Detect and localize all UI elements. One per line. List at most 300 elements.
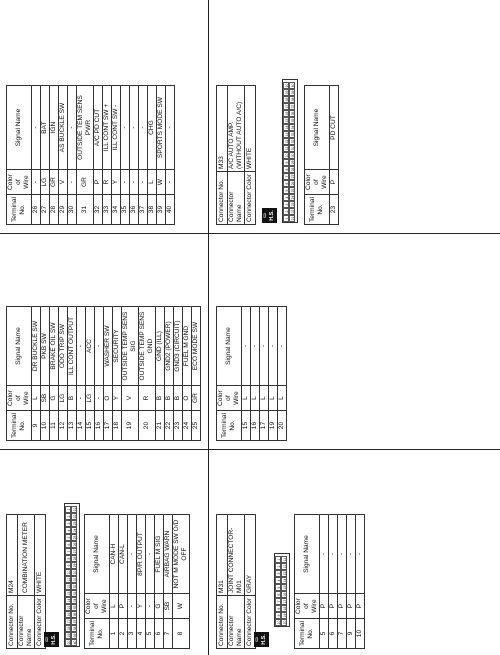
table-row (242, 307, 251, 441)
m33-terminal-table (304, 85, 339, 225)
connector-no-label: Connector No. (7, 596, 18, 649)
connector-pin: 33 (291, 132, 295, 137)
connector-pin: 28 (291, 167, 295, 172)
signal-name-cell: GND3 (CIRCUIT) (174, 307, 183, 386)
terminal-no-header: Terminal No. (305, 195, 330, 225)
signal-name-cell: - (146, 515, 155, 594)
connector-pin: 31 (73, 577, 77, 582)
terminal-no-cell: 27 (41, 195, 50, 225)
connector-pin: 15 (283, 585, 287, 590)
wire-color-cell: Y (112, 170, 121, 195)
connector-pin: 30 (73, 570, 77, 575)
wire-color-cell: O (104, 386, 113, 411)
connector-pin: 11 (285, 146, 289, 151)
table-row (77, 86, 94, 225)
table-row (122, 307, 139, 441)
wire-color-cell: GR (50, 170, 59, 195)
connector-pin: 34 (73, 598, 77, 603)
signal-name-cell: - (242, 307, 251, 386)
connector-pin: 12 (285, 139, 289, 144)
signal-name-cell: PKB SW (41, 307, 50, 386)
signal-name-cell: FUEL M SIG (155, 515, 164, 594)
connector-pin: 18 (67, 626, 71, 631)
terminal-no-cell: 3 (128, 619, 137, 649)
table-row (32, 86, 41, 225)
m31-header-table (216, 514, 256, 649)
signal-name-cell: CAN-L (119, 515, 128, 594)
terminal-no-cell: 5 (146, 619, 155, 649)
connector-pin: 32 (291, 139, 295, 144)
table-row (192, 307, 201, 441)
m31-connector-name: JOINT CONNECTOR-M01 (228, 515, 245, 596)
signal-name-cell: - (320, 515, 329, 594)
table-row (173, 515, 190, 649)
terminal-no-cell: 19 (122, 411, 139, 441)
signal-name-cell: ECO MODE SW (192, 307, 201, 386)
wire-color-cell: - (139, 170, 148, 195)
terminal-no-cell: 30 (68, 195, 77, 225)
signal-name-cell: - (356, 515, 365, 594)
table-row (86, 307, 95, 441)
connector-pin: 21 (73, 507, 77, 512)
connector-pin: 21 (291, 216, 295, 221)
connector-pin: 17 (67, 619, 71, 624)
connector-pin: 16 (283, 592, 287, 597)
wire-color-cell: P (338, 594, 347, 619)
terminal-no-header: Terminal No. (217, 411, 242, 441)
connector-pin: 25 (73, 535, 77, 540)
m31-terminal-table (294, 514, 365, 649)
connector-pin: 33 (73, 591, 77, 596)
terminal-no-cell: 23 (174, 411, 183, 441)
connector-pin: 9 (65, 562, 71, 569)
connector-pin: 15 (285, 118, 289, 123)
connector-pin: 14 (67, 598, 71, 603)
divider (208, 0, 209, 233)
terminal-no-cell: 2 (119, 619, 128, 649)
wire-color-cell: SB (164, 594, 173, 619)
wire-color-cell: V (59, 170, 68, 195)
wire-color-cell: LG (41, 170, 50, 195)
connector-pin: 2 (275, 563, 281, 570)
connector-pin: 38 (291, 97, 295, 102)
signal-name-header: Signal Name (85, 515, 110, 594)
connector-pin: 18 (285, 97, 289, 102)
connector-pin: 27 (291, 174, 295, 179)
signal-name-cell: - (260, 307, 269, 386)
connector-pin: 37 (291, 104, 295, 109)
terminal-no-cell: 35 (121, 195, 130, 225)
wire-color-cell: L (242, 386, 251, 411)
table-row (330, 86, 339, 225)
connector-color-label: Connector Color (35, 596, 46, 649)
signal-name-cell: - (278, 307, 287, 386)
connector-pin: 19 (67, 633, 71, 638)
connector-pin: 4 (65, 527, 71, 534)
connector-pin: 39 (73, 633, 77, 638)
connector-pin: 19 (285, 90, 289, 95)
signal-name-cell: 8P/R OUTPUT (137, 515, 146, 594)
m24-cont-terminal-table (6, 306, 201, 441)
connector-pin: 7 (283, 173, 289, 180)
wire-color-cell: P (356, 594, 365, 619)
wire-color-cell: G (155, 594, 164, 619)
connector-pin: 34 (291, 125, 295, 130)
wire-color-cell: G (50, 386, 59, 411)
signal-name-cell: - (166, 86, 175, 170)
signal-name-cell: - (251, 307, 260, 386)
connector-pin: 6 (65, 541, 71, 548)
terminal-no-cell: 14 (77, 411, 86, 441)
connector-name-label: Connector Name (18, 596, 35, 649)
wire-color-cell: W (173, 594, 190, 619)
terminal-no-cell: 11 (50, 411, 59, 441)
signal-name-cell: SECURITY (113, 307, 122, 386)
signal-name-cell: PD CUT (330, 86, 339, 170)
signal-name-cell: ODO TRIP SW (59, 307, 68, 386)
color-of-wire-header: Color of Wire (7, 170, 32, 195)
terminal-no-cell: 32 (94, 195, 103, 225)
signal-name-header: Signal Name (295, 515, 320, 594)
wire-color-cell: L (32, 386, 41, 411)
wire-color-cell: SB (41, 386, 50, 411)
connector-pin: 7 (275, 598, 281, 605)
connector-pin: 36 (291, 111, 295, 116)
signal-name-cell: ACC (86, 307, 95, 386)
terminal-no-cell: 38 (148, 195, 157, 225)
table-row (95, 307, 104, 441)
table-row (68, 86, 77, 225)
signal-name-cell: IGN (50, 86, 59, 170)
connector-no-label: Connector No. (217, 172, 228, 225)
terminal-no-cell: 10 (41, 411, 50, 441)
m24-header-table (6, 514, 46, 649)
table-row (174, 307, 183, 441)
table-row (329, 515, 338, 649)
connector-pin: 14 (283, 578, 287, 583)
color-of-wire-header: Color of Wire (7, 386, 32, 411)
connector-pin: 3 (275, 570, 281, 577)
signal-name-cell: - (77, 307, 86, 386)
table-row (146, 515, 155, 649)
table-row (157, 86, 166, 225)
m24-terminal-table (84, 514, 190, 649)
connector-pin: 13 (67, 591, 71, 596)
hs-icon: ▭ H.S. (254, 632, 269, 647)
m33-connector-no: M33 (217, 86, 228, 172)
terminal-no-header: Terminal No. (85, 619, 110, 649)
wire-color-cell: GR (77, 170, 94, 195)
connector-pin: 22 (291, 209, 295, 214)
connector-pin: 19 (283, 613, 287, 618)
terminal-no-cell: 17 (260, 411, 269, 441)
signal-name-cell: - (130, 86, 139, 170)
table-row (139, 86, 148, 225)
m24-connector-color: WHITE (35, 515, 46, 596)
wire-color-cell: L (278, 386, 287, 411)
terminal-no-cell: 7 (338, 619, 347, 649)
terminal-no-cell: 7 (164, 619, 173, 649)
table-row (41, 307, 50, 441)
connector-pin: 30 (291, 153, 295, 158)
connector-pin: 29 (291, 160, 295, 165)
signal-name-cell: OUTSIDE TEMP SENS SIG (122, 307, 139, 386)
wire-color-cell: W (157, 170, 166, 195)
terminal-no-cell: 31 (77, 195, 94, 225)
terminal-no-cell: 28 (50, 195, 59, 225)
table-row (269, 307, 278, 441)
signal-name-cell: - (128, 515, 137, 594)
m24-connector-name: COMBINATION METER (18, 515, 35, 596)
terminal-no-cell: 10 (356, 619, 365, 649)
signal-name-cell: CHG (148, 86, 157, 170)
signal-name-header: Signal Name (7, 86, 32, 170)
column-1 (0, 450, 500, 655)
signal-name-cell: - (32, 86, 41, 170)
table-row (356, 515, 365, 649)
wire-color-cell: L (269, 386, 278, 411)
wire-color-cell: - (130, 170, 139, 195)
connector-pin: 40 (291, 83, 295, 88)
connector-pin: 3 (283, 201, 289, 208)
terminal-no-cell: 36 (130, 195, 139, 225)
wire-color-cell: B (174, 386, 183, 411)
signal-name-cell: ILL CONT OUTPUT (68, 307, 77, 386)
wire-color-cell: P (94, 170, 103, 195)
table-row (112, 86, 121, 225)
connector-name-label: Connector Name (228, 596, 245, 649)
wire-color-cell: - (121, 170, 130, 195)
signal-name-cell: - (347, 515, 356, 594)
connector-pin: 37 (73, 619, 77, 624)
signal-name-cell: - (269, 307, 278, 386)
terminal-no-cell: 34 (112, 195, 121, 225)
signal-name-cell: BRAKE OIL SW (50, 307, 59, 386)
wire-color-cell: - (128, 594, 137, 619)
signal-name-cell: GND (ILL) (156, 307, 165, 386)
connector-pin: 23 (73, 521, 77, 526)
connector-pin: 10 (67, 570, 71, 575)
m33-connector-name: A/C AUTO AMP. (WITHOUT AUTO A/C) (228, 86, 245, 172)
connector-pin: 11 (283, 557, 287, 562)
connector-pin: 16 (67, 612, 71, 617)
m31-connector-color: GRAY (245, 515, 256, 596)
wire-color-cell: Y (137, 594, 146, 619)
signal-name-cell: AIRBAG WARN (164, 515, 173, 594)
color-of-wire-header: Color of Wire (217, 386, 242, 411)
wire-color-cell: Y (113, 386, 122, 411)
connector-pin: 36 (73, 612, 77, 617)
connector-pin: 17 (285, 104, 289, 109)
connector-pin: 27 (73, 549, 77, 554)
wire-color-cell: B (68, 386, 77, 411)
table-row (113, 307, 122, 441)
signal-name-cell: WASHER SW (104, 307, 113, 386)
table-row (128, 515, 137, 649)
connector-pin: 31 (291, 146, 295, 151)
table-row (338, 515, 347, 649)
terminal-no-cell: 1 (110, 619, 119, 649)
m31-cont-terminal-table (216, 306, 287, 441)
terminal-no-cell: 29 (59, 195, 68, 225)
terminal-no-cell: 33 (103, 195, 112, 225)
table-row (139, 307, 156, 441)
wire-color-cell: - (166, 170, 175, 195)
wire-color-cell: O (183, 386, 192, 411)
table-row (77, 307, 86, 441)
connector-pin: 6 (275, 591, 281, 598)
signal-name-cell: - (68, 86, 77, 170)
terminal-no-cell: 23 (330, 195, 339, 225)
m24-connector-no: M24 (7, 515, 18, 596)
connector-color-label: Connector Color (245, 596, 256, 649)
wire-color-cell: L (260, 386, 269, 411)
connector-pin: 20 (283, 620, 287, 625)
connector-color-label: Connector Color (245, 172, 256, 225)
divider (0, 449, 500, 450)
wire-color-cell: B (156, 386, 165, 411)
terminal-no-cell: 26 (32, 195, 41, 225)
connector-pin: 26 (291, 181, 295, 186)
table-row (119, 515, 128, 649)
connector-pin: 9 (275, 612, 281, 619)
connector-pin: 11 (67, 577, 71, 582)
signal-name-cell: - (329, 515, 338, 594)
terminal-no-cell: 15 (242, 411, 251, 441)
wire-color-cell: B (165, 386, 174, 411)
connector-pin: 18 (283, 606, 287, 611)
connector-pin: 17 (283, 599, 287, 604)
connector-pin: 8 (65, 555, 71, 562)
table-row (183, 307, 192, 441)
terminal-no-cell: 13 (68, 411, 77, 441)
connector-pin: 8 (275, 605, 281, 612)
table-row (130, 86, 139, 225)
m31-connector-no: M31 (217, 515, 228, 596)
terminal-no-cell: 20 (139, 411, 156, 441)
signal-name-cell: GND2 (POWER) (165, 307, 174, 386)
m24-cont2-terminal-table (6, 85, 175, 225)
column-3 (0, 0, 500, 233)
connector-pin: 10 (285, 153, 289, 158)
table-row (94, 86, 103, 225)
terminal-no-header: Terminal No. (7, 195, 32, 225)
connector-pin: 6 (283, 180, 289, 187)
table-row (137, 515, 146, 649)
table-row (59, 86, 68, 225)
signal-name-cell: CAN-H (110, 515, 119, 594)
table-row (278, 307, 287, 441)
table-row (155, 515, 164, 649)
connector-pin: 15 (67, 605, 71, 610)
connector-pin: 35 (73, 605, 77, 610)
connector-pin: 3 (65, 520, 71, 527)
connector-pin: 4 (275, 577, 281, 584)
wire-color-cell: P (330, 170, 339, 195)
table-row (251, 307, 260, 441)
signal-name-cell: FUEL M GND (183, 307, 192, 386)
table-row (164, 515, 173, 649)
wire-color-cell: GR (192, 386, 201, 411)
terminal-no-cell: 25 (192, 411, 201, 441)
terminal-no-cell: 22 (165, 411, 174, 441)
connector-pin: 9 (283, 159, 289, 166)
connector-pin: 26 (73, 542, 77, 547)
hs-icon: ▭ H.S. (44, 632, 59, 647)
connector-pin: 1 (283, 215, 289, 222)
wire-color-cell: R (139, 386, 156, 411)
terminal-no-cell: 6 (155, 619, 164, 649)
m33-connector-diagram (282, 79, 298, 223)
wire-color-cell: L (251, 386, 260, 411)
table-row (104, 307, 113, 441)
connector-pin: 5 (65, 534, 71, 541)
terminal-no-cell: 24 (183, 411, 192, 441)
signal-name-cell: - (121, 86, 130, 170)
signal-name-header: Signal Name (7, 307, 32, 386)
table-row (32, 307, 41, 441)
table-row (156, 307, 165, 441)
wire-color-cell: P (329, 594, 338, 619)
connector-pin: 2 (283, 208, 289, 215)
terminal-no-header: Terminal No. (7, 411, 32, 441)
connector-pin: 13 (283, 571, 287, 576)
column-2 (0, 234, 500, 449)
terminal-no-cell: 12 (59, 411, 68, 441)
connector-pin: 28 (73, 556, 77, 561)
signal-name-cell: ILL CONT SW - (112, 86, 121, 170)
wire-color-cell: L (148, 170, 157, 195)
signal-name-cell: - (95, 307, 104, 386)
table-row (165, 307, 174, 441)
table-row (41, 86, 50, 225)
connector-pin: 24 (291, 195, 295, 200)
terminal-no-cell: 5 (320, 619, 329, 649)
color-of-wire-header: Color of Wire (305, 170, 330, 195)
connector-pin: 29 (73, 563, 77, 568)
table-row (148, 86, 157, 225)
signal-name-cell: - (338, 515, 347, 594)
connector-pin: 14 (285, 125, 289, 130)
signal-name-cell: - (139, 86, 148, 170)
connector-pin: 32 (73, 584, 77, 589)
signal-name-cell: A/C PD CUT (94, 86, 103, 170)
connector-pin: 20 (67, 640, 71, 645)
hs-icon: ▭ H.S. (262, 208, 277, 223)
terminal-no-cell: 16 (95, 411, 104, 441)
color-of-wire-header: Color of Wire (295, 594, 320, 619)
table-row (110, 515, 119, 649)
wire-color-cell: LG (59, 386, 68, 411)
signal-name-cell: OUTSIDE TEMP SENS GND (139, 307, 156, 386)
table-row (68, 307, 77, 441)
wire-color-cell: - (95, 386, 104, 411)
m33-connector-color: WHITE (245, 86, 256, 172)
table-row (260, 307, 269, 441)
connector-pin: 22 (73, 514, 77, 519)
signal-name-cell: SPORTS MODE SW (157, 86, 166, 170)
wire-color-cell: L (110, 594, 119, 619)
terminal-no-cell: 21 (156, 411, 165, 441)
terminal-no-cell: 8 (173, 619, 190, 649)
connector-pin: 4 (283, 194, 289, 201)
connector-pin: 1 (275, 556, 281, 563)
m31-connector-diagram (274, 553, 290, 627)
signal-name-cell: OUTSIDE TEM SENS PWR (77, 86, 94, 170)
connector-pin: 38 (73, 626, 77, 631)
connector-pin: 12 (67, 584, 71, 589)
connector-pin: 5 (283, 187, 289, 194)
